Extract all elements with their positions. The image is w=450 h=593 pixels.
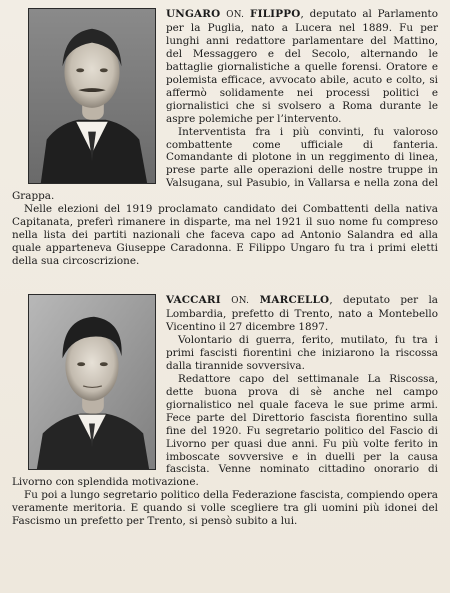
honorific: ON. [231, 296, 250, 307]
biography-entry-ungaro [12, 8, 438, 268]
biography-text: deputato al Parlamento per la Puglia, nato a Lucera nel 1889. Fu per lunghi anni redattore parlamentare del Mattino, del Messaggero e del Secolo, alternando le battaglie giornalistiche a quelle forensi. Oratore e polemista efficace, avvocato abile, acuto e colto, si affermò solidamente nei processi politici e giornalistici che si svolsero a Roma durante le aspre polemiche per l’intervento. [166, 8, 438, 125]
biography-entry-vaccari [12, 294, 438, 528]
biography-paragraph: Fu poi a lungo segretario politico della Federazione fascista, compiendo opera veramente meritoria. E quando si volle scegliere tra gli uomini più idonei del Fascismo un prefetto per Trento, si pensò subito a lui. [12, 489, 438, 528]
biography-given-name: MARCELLO [259, 294, 330, 307]
biography-paragraph: VACCARI ON. MARCELLO, deputato per la Lombardia, prefetto di Trento, nato a Montebello Vicentino il 27 dicembre 1897. [166, 294, 438, 333]
biography-paragraph: Nelle elezioni del 1919 proclamato candidato dei Combattenti della nativa Capitanata, preferì rimanere in disparte, ma nel 1921 il suo nome fu compreso nella lista dei partiti nazionali che faceva capo ad Antonio Salandra ed alla quale apparteneva Giuseppe Caradonna. E Filippo Ungaro fu tra i primi eletti della sua circoscrizione. [12, 203, 438, 268]
biography-paragraph: UNGARO ON. FILIPPO, deputato al Parlamento per la Puglia, nato a Lucera nel 1889. Fu per lunghi anni redattore parlamentare del Mattino, del Messaggero e del Secolo, alternando le battaglie giornalistiche a quelle forensi. Oratore e polemista efficace, avvocato abile, acuto e colto, si affermò solidamente nei processi politici e giornalistici che si svolsero a Roma durante le aspre polemiche per l’intervento. [166, 8, 438, 125]
portrait-photo-ungaro [28, 8, 156, 184]
portrait-photo-vaccari [28, 294, 156, 470]
honorific: ON. [226, 10, 245, 20]
biography-surname: VACCARI [166, 294, 221, 307]
biography-surname: UNGARO [166, 8, 221, 20]
biography-text: deputato per la Lombardia, prefetto di Trento, nato a Montebello Vicentino il 27 dicembre 1897. [166, 294, 438, 333]
biography-paragraph: Interventista fra i più convinti, fu valoroso combattente come ufficiale di fanteria. Comandante di plotone in un reggimento di linea, prese parte alle operazioni delle nostre truppe in Valsugana, sul Pasubio, in Vallarsa e nella zona del Grappa. [12, 125, 438, 203]
biography-paragraph: Redattore capo del settimanale La Riscossa, dette buona prova di sè anche nel campo giornalistico nel quale faceva le sue prime armi. Fece parte del Direttorio fascista fiorentino sulla fine del 1920. Fu segretario politico del Fascio di Livorno per quasi due anni. Fu più volte ferito in imboscate sovversive e in duelli per la causa fascista. Venne nominato cittadino onorario di Livorno con splendida motivazione. [12, 372, 438, 489]
biography-paragraph: Volontario di guerra, ferito, mutilato, fu tra i primi fascisti fiorentini che iniziarono la riscossa dalla tirannide sovversiva. [166, 333, 438, 372]
biography-given-name: FILIPPO [250, 8, 301, 20]
